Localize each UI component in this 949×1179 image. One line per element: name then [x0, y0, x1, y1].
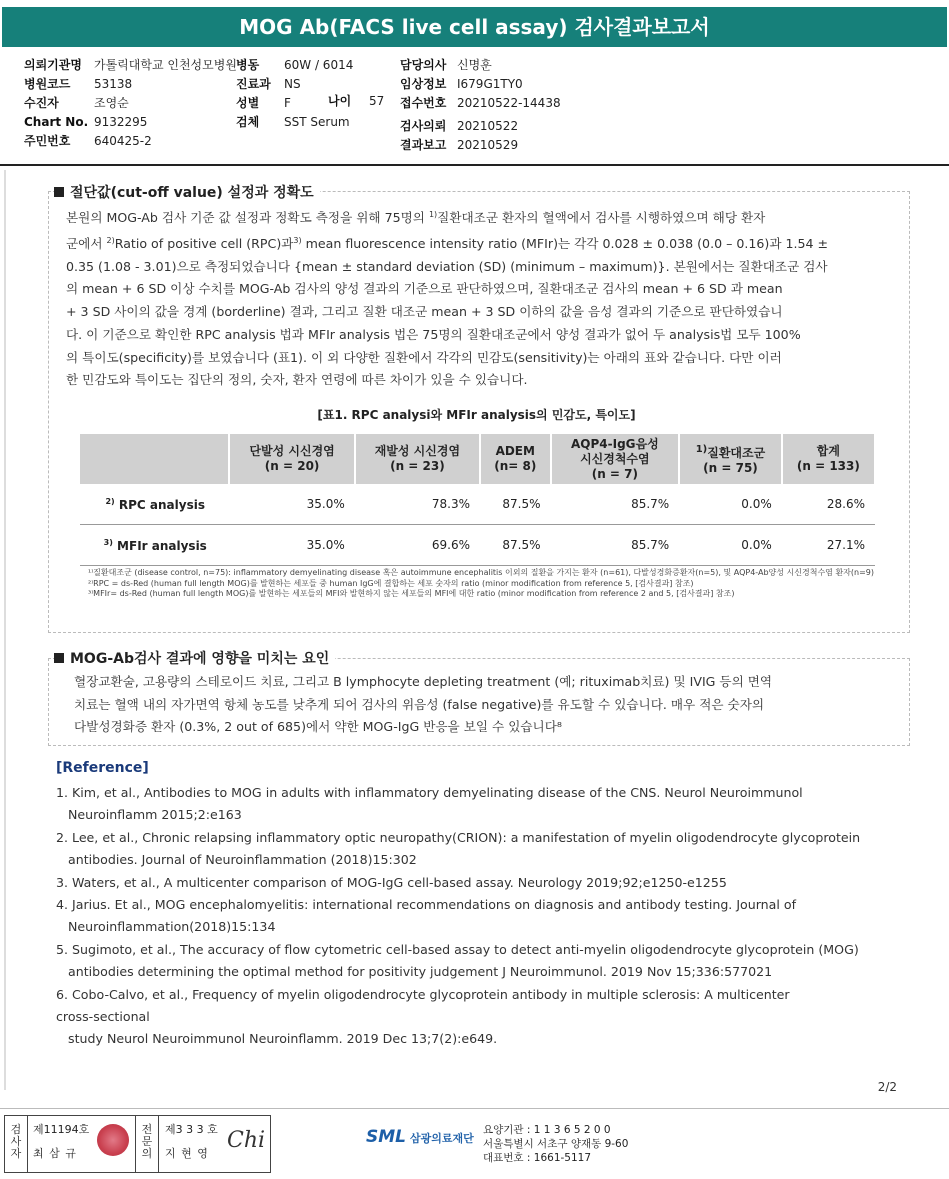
org-line: 요양기관 : 1 1 3 6 5 2 0 0: [483, 1124, 611, 1136]
reference-line: 2. Lee, et al., Chronic relapsing inflammatory optic neuropathy(CRION): a manifestation of myelin oligodendrocyte glycoprotein: [56, 829, 861, 845]
header-line: [481, 459, 549, 474]
table-header-4: [679, 434, 782, 484]
reference-line: antibodies. Journal of Neuroinflammation (2018)15:302: [56, 852, 417, 868]
header-text: (n = 23): [390, 459, 445, 473]
info-col2-2: [236, 94, 291, 113]
footnote-ref: 3): [103, 537, 113, 547]
info-label: 성별: [236, 96, 260, 110]
row-label-text: MFIr analysis: [112, 538, 207, 553]
table-cell: 85.7%: [551, 484, 680, 525]
section1-line: [66, 204, 906, 230]
header-text: 단발성 시신경염: [249, 444, 335, 458]
footnote-ref: 2): [105, 496, 115, 506]
info-label: 접수번호: [400, 96, 447, 110]
table-row: [80, 484, 875, 525]
signature: Chi: [227, 1128, 266, 1153]
info-value: 640425-2: [94, 134, 152, 148]
section1-line: [66, 324, 906, 347]
square-bullet-icon: [54, 653, 64, 663]
info-age: 나이 57: [328, 94, 385, 108]
header-text: 질환대조군: [707, 446, 766, 460]
info-value: 가톨릭대학교 인천성모병원: [94, 58, 237, 72]
results-table: [80, 434, 876, 566]
footer: [0, 1108, 949, 1179]
section1-heading: 절단값(cut-off value) 설정과 정확도: [54, 182, 320, 202]
text-run: 질환대조군 환자의 혈액에서 검사를 시행하였으며 해당 환자: [437, 210, 766, 226]
specialist-name: 지 현 영: [165, 1147, 209, 1160]
footnote: ²⁾RPC = ds-Red (human full length MOG)를 발현하는 세포들 중 human IgG에 결합하는 세포 숫자의 ratio (minor modification from reference 5, [검사결과] 참조): [88, 578, 694, 588]
text-run: 다. 이 기준으로 확인한 RPC analysis 법과 MFIr analysis 법은 75명의 질환대조군에서 양성 결과가 없어 두 analysis법 모두 100%: [66, 326, 801, 342]
section2-line: 치료는 혈액 내의 자가면역 항체 농도를 낮추게 되어 검사의 위음성 (false negative)를 유도할 수 있습니다. 매우 적은 숫자의: [74, 696, 765, 712]
table-header-5: [782, 434, 875, 484]
reference-line: cross-sectional: [56, 1009, 150, 1025]
table-header-3: [551, 434, 680, 484]
table-cell: 0.0%: [679, 484, 782, 525]
row-label: [80, 484, 229, 525]
info-label: 진료과: [236, 77, 271, 91]
footnote-ref: 1): [428, 210, 438, 219]
header-text: 시신경척수염: [580, 451, 650, 466]
organization-info: [483, 1123, 628, 1165]
table-footnotes: [88, 568, 888, 600]
header-line: [552, 467, 679, 482]
header-text: 합계: [816, 444, 840, 458]
info-value: I679G1TY0: [457, 77, 523, 91]
header-line: [783, 444, 874, 459]
header-text: 재발성 시신경염: [374, 444, 461, 458]
info-value: 20210522-14438: [457, 96, 561, 110]
footnote-ref: 1): [695, 444, 708, 455]
section2-line: 혈장교환술, 고용량의 스테로이드 치료, 그리고 B lymphocyte depleting treatment (예; rituximab치료) 및 IVIG 등의 면역: [74, 674, 773, 689]
text-run: 의 mean + 6 SD 이상 수치를 MOG-Ab 검사의 양성 결과의 기준으로 판단하였으며, 질환대조군 검사의 mean + 6 SD 과 mean: [66, 281, 783, 297]
header-line: [680, 461, 781, 476]
header-line: [481, 444, 549, 459]
info-col1-4: [24, 132, 152, 151]
header-line: [783, 459, 874, 474]
header-line: [552, 452, 679, 467]
header-text: AQP4-IgG음성: [570, 436, 659, 451]
table-cell: 85.7%: [551, 525, 680, 566]
footnote-ref: 2): [106, 235, 115, 245]
info-value: 60W / 6014: [284, 58, 354, 72]
info-value: 20210522: [457, 119, 519, 133]
header-line: [552, 437, 679, 452]
info-value: 53138: [94, 77, 133, 91]
table-cell: 35.0%: [229, 484, 354, 525]
section1-line: [66, 301, 906, 324]
reference-line: 5. Sugimoto, et al., The accuracy of flow cytometric cell-based assay to detect anti-myelin oligodendrocyte glycoprotein (MOG): [56, 941, 859, 957]
examiner-no: 제11194호: [33, 1123, 90, 1136]
table-row: [80, 525, 875, 566]
examiner-label: 검사자: [10, 1123, 22, 1160]
footnote-ref: 3): [293, 235, 302, 245]
row-label: [80, 525, 229, 566]
footnote: ¹⁾질환대조군 (disease control, n=75): inflammatory demyelinating disease 혹은 autoimmune encephalitis 이외의 질환을 가지는 환자 (n=61), 다발성경화증환자(n=5), 및 AQP4-Ab양성 시신경척수염 환자(n=9): [88, 568, 875, 577]
reference-list: [56, 782, 916, 1051]
section2-heading: MOG-Ab검사 결과에 영향을 미치는 요인: [54, 648, 335, 668]
info-col2-3: [236, 113, 350, 132]
info-col1-2: [24, 94, 129, 113]
info-value: NS: [284, 77, 301, 91]
section1-line: [66, 230, 906, 256]
text-run: + 3 SD 사이의 값을 경계 (borderline) 결과, 그리고 질환 대조군 mean + 3 SD 이하의 값을 음성 결과의 기준으로 판단하였습니: [66, 304, 783, 320]
info-value: F: [284, 96, 291, 110]
info-col3-3: [400, 117, 518, 136]
header-line: [356, 459, 479, 474]
header-text: ADEM: [495, 444, 535, 458]
info-col1-3: [24, 113, 147, 132]
header-line: [230, 459, 353, 474]
info-label: 병동: [236, 58, 260, 72]
seal-icon: [97, 1124, 129, 1156]
reference-line: study Neurol Neuroimmunol Neuroinflamm. 2019 Dec 13;7(2):e649.: [56, 1031, 498, 1047]
header-line: [680, 442, 781, 461]
org-line: 서울특별시 서초구 양재동 9-60: [483, 1138, 629, 1150]
header-line: [230, 444, 353, 459]
info-col3-0: [400, 56, 492, 75]
table-header-empty: [80, 434, 229, 484]
info-col3-1: [400, 75, 523, 94]
patient-info-block: [0, 47, 949, 166]
table-cell: 69.6%: [355, 525, 480, 566]
info-value: SST Serum: [284, 115, 350, 129]
info-value: 조영순: [94, 96, 129, 110]
reference-line: 6. Cobo-Calvo, et al., Frequency of myelin oligodendrocyte glycoprotein antibody in multiple sclerosis: A multicenter: [56, 986, 790, 1002]
specialist-no: 제3 3 3 호: [165, 1123, 218, 1136]
reference-line: 4. Jarius. Et al., MOG encephalomyelitis: international recommendations on diagnosis and antibody testing. Journal of: [56, 897, 797, 913]
table-header-1: [355, 434, 480, 484]
info-label: 검사의뢰: [400, 119, 447, 133]
info-label: 임상정보: [400, 77, 447, 91]
info-label: 수진자: [24, 96, 59, 110]
section2-line: 다발성경화증 환자 (0.3%, 2 out of 685)에서 약한 MOG-IgG 반응을 보일 수 있습니다⁸: [74, 719, 562, 735]
table-cell: 87.5%: [480, 484, 550, 525]
reference-line: antibodies determining the optimal method for positivity judgement J Neuroimmunol. 2019 Nov 15;336:577021: [56, 964, 773, 980]
text-run: 한 민감도와 특이도는 집단의 정의, 숫자, 환자 연령에 따른 차이가 있을 수 있습니다.: [66, 372, 528, 388]
header-text: (n = 7): [591, 466, 638, 481]
info-col1-0: [24, 56, 237, 75]
table-title: [표1. RPC analysi와 MFIr analysis의 민감도, 특이도]: [317, 408, 636, 422]
text-run: Ratio of positive cell (RPC)과: [114, 236, 294, 252]
reference-line: 3. Waters, et al., A multicenter comparison of MOG-IgG cell-based assay. Neurology 2019;92;e1250-e1255: [56, 874, 727, 890]
report-title: MOG Ab(FACS live cell assay) 검사결과보고서: [2, 7, 947, 47]
section1-paragraph: [66, 204, 906, 392]
info-label: 의뢰기관명: [24, 58, 82, 72]
section1-line: [66, 256, 906, 279]
info-col2-1: [236, 75, 301, 94]
table-header-2: [480, 434, 550, 484]
table-cell: 35.0%: [229, 525, 354, 566]
text-run: 군에서: [66, 236, 107, 252]
text-run: 0.35 (1.08 - 3.01)으로 측정되었습니다 {mean ± standard deviation (SD) (minimum – maximum)}. 본원에서는 질환대조군 검사: [66, 258, 828, 274]
table-cell: 87.5%: [480, 525, 550, 566]
info-label: 결과보고: [400, 138, 447, 152]
report-body: [4, 170, 947, 1090]
info-col1-1: [24, 75, 132, 94]
section1-line: [66, 278, 906, 301]
info-label: 검체: [236, 115, 260, 129]
table-cell: 0.0%: [679, 525, 782, 566]
header-line: [356, 444, 479, 459]
reference-line: Neuroinflamm 2015;2:e163: [56, 807, 242, 823]
info-col3-2: [400, 94, 561, 113]
info-value: 20210529: [457, 138, 519, 152]
table-cell: 78.3%: [355, 484, 480, 525]
reference-line: 1. Kim, et al., Antibodies to MOG in adults with inflammatory demyelinating disease of the CNS. Neurol Neuroimmunol: [56, 785, 803, 800]
info-col2-0: [236, 56, 353, 75]
reference-line: Neuroinflammation(2018)15:134: [56, 919, 276, 935]
section1-line: [66, 369, 906, 392]
footnote: ³⁾MFIr= ds-Red (human full length MOG)를 발현하는 세포들의 MFI와 발현하지 않는 세포들의 MFI에 대한 ratio (minor modification from reference 2 and 5, [검사결과] 참조): [88, 589, 735, 598]
square-bullet-icon: [54, 187, 64, 197]
header-text: (n = 20): [264, 459, 320, 473]
section1-line: [66, 347, 906, 370]
row-label-text: RPC analysis: [114, 497, 205, 512]
header-text: (n = 133): [796, 459, 860, 473]
header-text: (n= 8): [494, 459, 537, 473]
signature-box: [4, 1115, 271, 1173]
info-label: Chart No.: [24, 115, 89, 129]
sml-logo: SML 삼광의료재단: [366, 1127, 474, 1147]
examiner-name: 최 삼 규: [33, 1147, 77, 1160]
header-text: (n = 75): [703, 461, 758, 475]
table-cell: 27.1%: [782, 525, 875, 566]
info-col3-4: [400, 136, 518, 155]
table-cell: 28.6%: [782, 484, 875, 525]
text-run: 의 특이도(specificity)를 보였습니다 (표1). 이 외 다양한 질환에서 각각의 민감도(sensitivity)는 아래의 표와 같습니다. 다만 이러: [66, 349, 782, 365]
text-run: mean fluorescence intensity ratio (MFIr)는 각각 0.028 ± 0.038 (0.0 – 0.16)과 1.54 ±: [301, 236, 829, 252]
info-label: 병원코드: [24, 77, 71, 91]
text-run: 본원의 MOG-Ab 검사 기준 값 설정과 정확도 측정을 위해 75명의: [66, 210, 429, 226]
table-header-0: [229, 434, 354, 484]
org-line: 대표번호 : 1661-5117: [483, 1152, 592, 1164]
section2-paragraph: [74, 671, 904, 739]
info-value: 신명훈: [457, 58, 492, 72]
info-label: 담당의사: [400, 58, 447, 72]
reference-heading: [Reference]: [56, 760, 149, 776]
info-label: 주민번호: [24, 134, 71, 148]
info-value: 9132295: [94, 115, 148, 129]
specialist-label: 전문의: [141, 1123, 153, 1160]
page-number: 2/2: [877, 1080, 897, 1094]
